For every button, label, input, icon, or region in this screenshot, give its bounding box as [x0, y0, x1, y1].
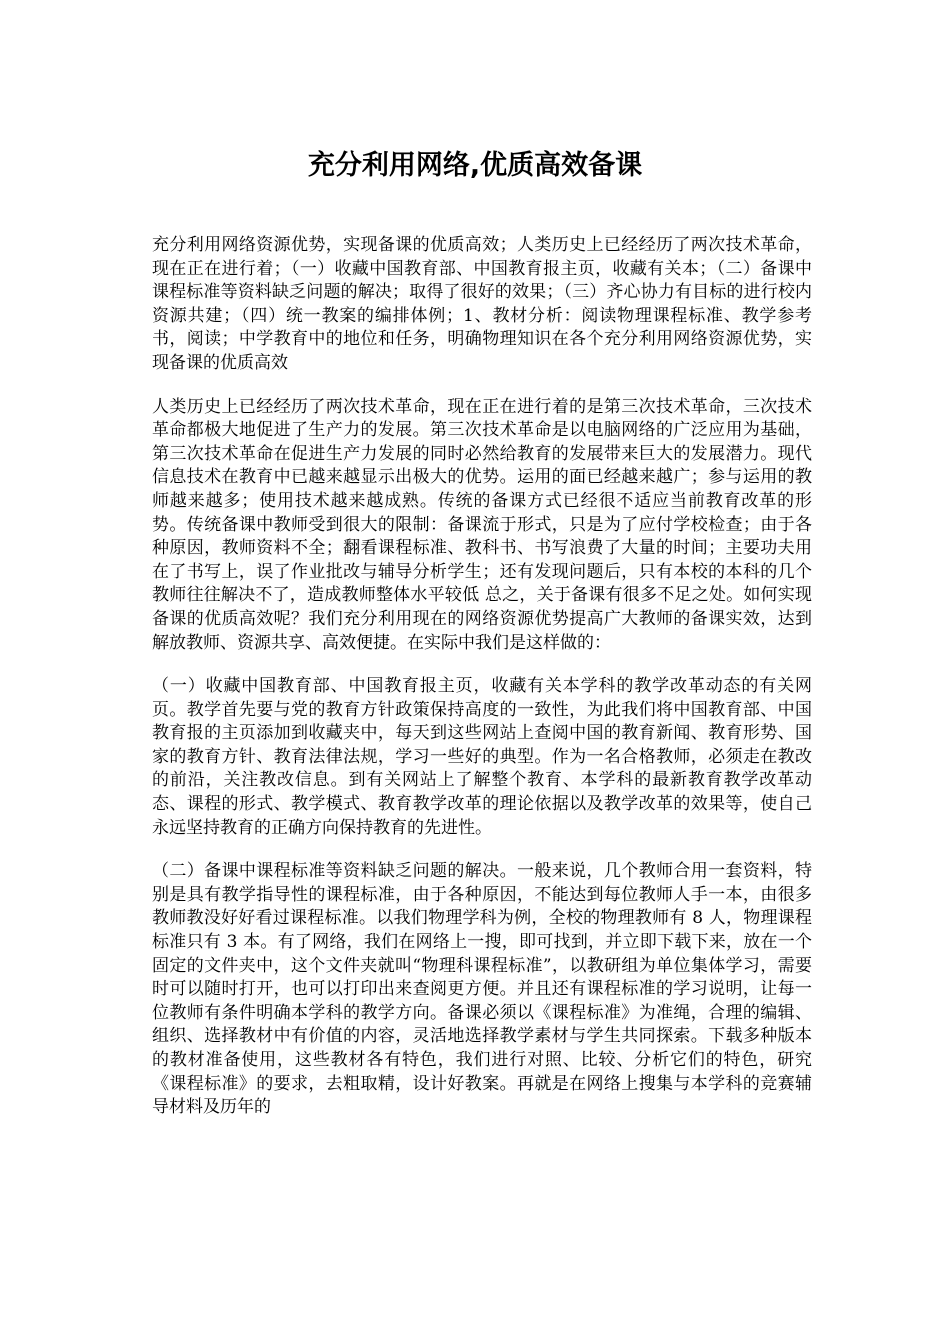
document-body	[152, 234, 812, 1140]
paragraph-section-one: （一）收藏中国教育部、中国教育报主页，收藏有关本学科的教学改革动态的有关网页。教学首先要与党的教育方针政策保持高度的一致性，为此我们将中国教育部、中国教育报的主页添加到收藏夹中，每天到这些网站上查阅中国的教育新闻、教育形势、国家的教育方针、教育法律法规，学习一些好的典型。作为一名合格教师，必须走在教改的前沿，关注教改信息。到有关网站上了解整个教育、本学科的最新教育教学改革动态、课程的形式、教学模式、教育教学改革的理论依据以及教学改革的效果等，使自己永远坚持教育的正确方向保持教育的先进性。	[152, 676, 812, 838]
paragraph-background: 人类历史上已经经历了两次技术革命，现在正在进行着的是第三次技术革命，三次技术革命都极大地促进了生产力的发展。第三次技术革命是以电脑网络的广泛应用为基础，第三次技术革命在促进生产力发展的同时必然给教育的发展带来巨大的发展潜力。现代信息技术在教育中已越来越显示出极大的优势。运用的面已经越来越广；参与运用的教师越来越多；使用技术越来越成熟。传统的备课方式已经很不适应当前教育改革的形势。传统备课中教师受到很大的限制：备课流于形式，只是为了应付学校检查；由于各种原因，教师资料不全；翻看课程标准、教科书、书写浪费了大量的时间；主要功夫用在了书写上，误了作业批改与辅导分析学生；还有发现问题后，只有本校的本科的几个教师往往解决不了，造成教师整体水平较低 总之，关于备课有很多不足之处。如何实现备课的优质高效呢？我们充分利用现在的网络资源优势提高广大教师的备课实效，达到解放教师、资源共享、高效便捷。在实际中我们是这样做的：	[152, 396, 812, 653]
paragraph-section-two: （二）备课中课程标准等资料缺乏问题的解决。一般来说，几个教师合用一套资料，特别是具有教学指导性的课程标准，由于各种原因，不能达到每位教师人手一本，由很多教师教没好好看过课程标准。以我们物理学科为例，全校的物理教师有 8 人，物理课程标准只有 3 本。有了网络，我们在网络上一搜，即可找到，并立即下载下来，放在一个固定的文件夹中，这个文件夹就叫“物理科课程标准”，以教研组为单位集体学习，需要时可以随时打开，也可以打印出来查阅更方便。并且还有课程标准的学习说明，让每一位教师有条件明确本学科的教学方向。备课必须以《课程标准》为准绳，合理的编辑、组织、选择教材中有价值的内容，灵活地选择教学素材与学生共同探索。下载多种版本的教材准备使用，这些教材各有特色，我们进行对照、比较、分析它们的特色，研究《课程标准》的要求，去粗取精，设计好教案。再就是在网络上搜集与本学科的竞赛辅导材料及历年的	[152, 861, 812, 1118]
paragraph-intro-summary: 充分利用网络资源优势，实现备课的优质高效；人类历史上已经经历了两次技术革命，现在正在进行着；（一）收藏中国教育部、中国教育报主页，收藏有关本；（二）备课中课程标准等资料缺乏问题的解决；取得了很好的效果；（三）齐心协力有目标的进行校内资源共建；（四）统一教案的编排体例；1、教材分析：阅读物理课程标准、教学参考书，阅读；中学教育中的地位和任务，明确物理知识在各个充分利用网络资源优势，实现备课的优质高效	[152, 235, 812, 373]
document-title: 充分利用网络,优质高效备课	[307, 150, 643, 181]
